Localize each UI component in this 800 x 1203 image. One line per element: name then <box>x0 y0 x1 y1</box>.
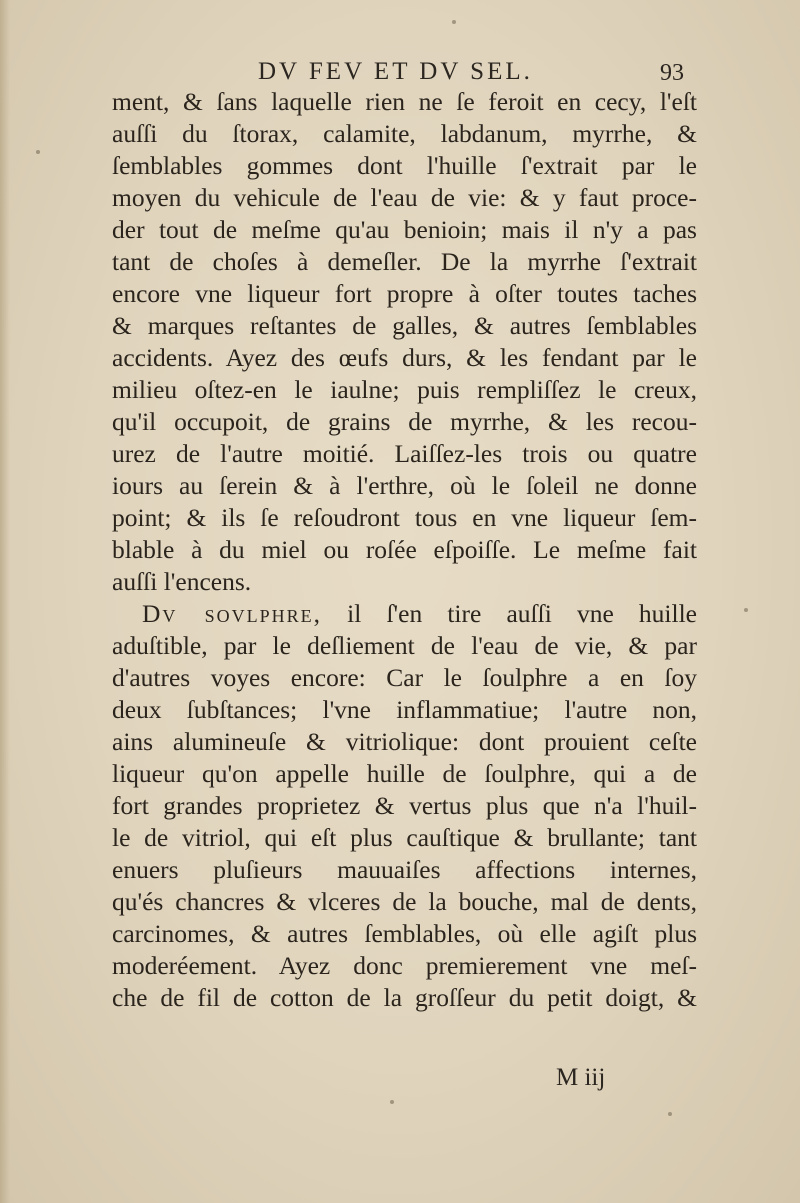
page-number: 93 <box>660 60 684 86</box>
text-line: encore vne liqueur fort propre à oſter toutes taches <box>112 279 697 308</box>
text-line: ſemblables gommes dont l'huille ſ'extrait par le <box>112 151 697 180</box>
text-line: auſſi l'encens. <box>112 567 252 596</box>
ink-speck <box>744 608 748 612</box>
ink-speck <box>452 20 456 24</box>
running-head: DV FEV ET DV SEL. <box>258 58 533 85</box>
text-line: & marques reſtantes de galles, & autres ſemblables <box>112 311 697 340</box>
text-line: che de fil de cotton de la groſſeur du petit doigt, & <box>112 983 697 1012</box>
text-line: iours au ſerein & à l'erthre, où le ſoleil ne donne <box>112 471 697 500</box>
text-line: moderéement. Ayez donc premierement vne meſ- <box>112 951 697 980</box>
signature-mark: M iij <box>556 1064 606 1091</box>
paragraph-lead-rest: il ſ'en tire auſſi vne huille <box>321 599 698 628</box>
paragraph-lead: Dv sovlphre, <box>142 599 322 628</box>
text-line: ment, & ſans laquelle rien ne ſe feroit en cecy, l'eſt <box>112 87 697 116</box>
text-line: accidents. Ayez des œufs durs, & les fendant par le <box>112 343 697 372</box>
ink-speck <box>36 150 40 154</box>
text-line: aduſtible, par le deſliement de l'eau de vie, & par <box>112 631 697 660</box>
text-line: ains alumineuſe & vitriolique: dont prouient ceſte <box>112 727 697 756</box>
text-line: auſſi du ſtorax, calamite, labdanum, myrrhe, & <box>112 119 697 148</box>
text-line: carcinomes, & autres ſemblables, où elle agiſt plus <box>112 919 697 948</box>
text-line: moyen du vehicule de l'eau de vie: & y faut proce- <box>112 183 697 212</box>
text-line: deux ſubſtances; l'vne inflammatiue; l'autre non, <box>112 695 697 724</box>
body-text <box>112 86 697 1014</box>
text-line: qu'il occupoit, de grains de myrrhe, & les recou- <box>112 407 697 436</box>
text-line: point; & ils ſe reſoudront tous en vne liqueur ſem- <box>112 503 697 532</box>
text-line: urez de l'autre moitié. Laiſſez-les trois ou quatre <box>112 439 697 468</box>
text-line: blable à du miel ou roſée eſpoiſſe. Le meſme fait <box>112 535 697 564</box>
text-line: fort grandes proprietez & vertus plus que n'a l'huil- <box>112 791 697 820</box>
text-line: milieu oſtez-en le iaulne; puis rempliſſez le creux, <box>112 375 697 404</box>
text-line: enuers pluſieurs mauuaiſes affections internes, <box>112 855 697 884</box>
text-line: tant de choſes à demeſler. De la myrrhe ſ'extrait <box>112 247 697 276</box>
text-line: liqueur qu'on appelle huille de ſoulphre, qui a de <box>112 759 697 788</box>
text-line: der tout de meſme qu'au benioin; mais il n'y a pas <box>112 215 697 244</box>
ink-speck <box>668 1112 672 1116</box>
paragraph-opening-line <box>112 598 697 630</box>
text-line: le de vitriol, qui eſt plus cauſtique & brullante; tant <box>112 823 697 852</box>
text-line: qu'és chancres & vlceres de la bouche, mal de dents, <box>112 887 697 916</box>
text-line: d'autres voyes encore: Car le ſoulphre a en ſoy <box>112 663 697 692</box>
ink-speck <box>390 1100 394 1104</box>
